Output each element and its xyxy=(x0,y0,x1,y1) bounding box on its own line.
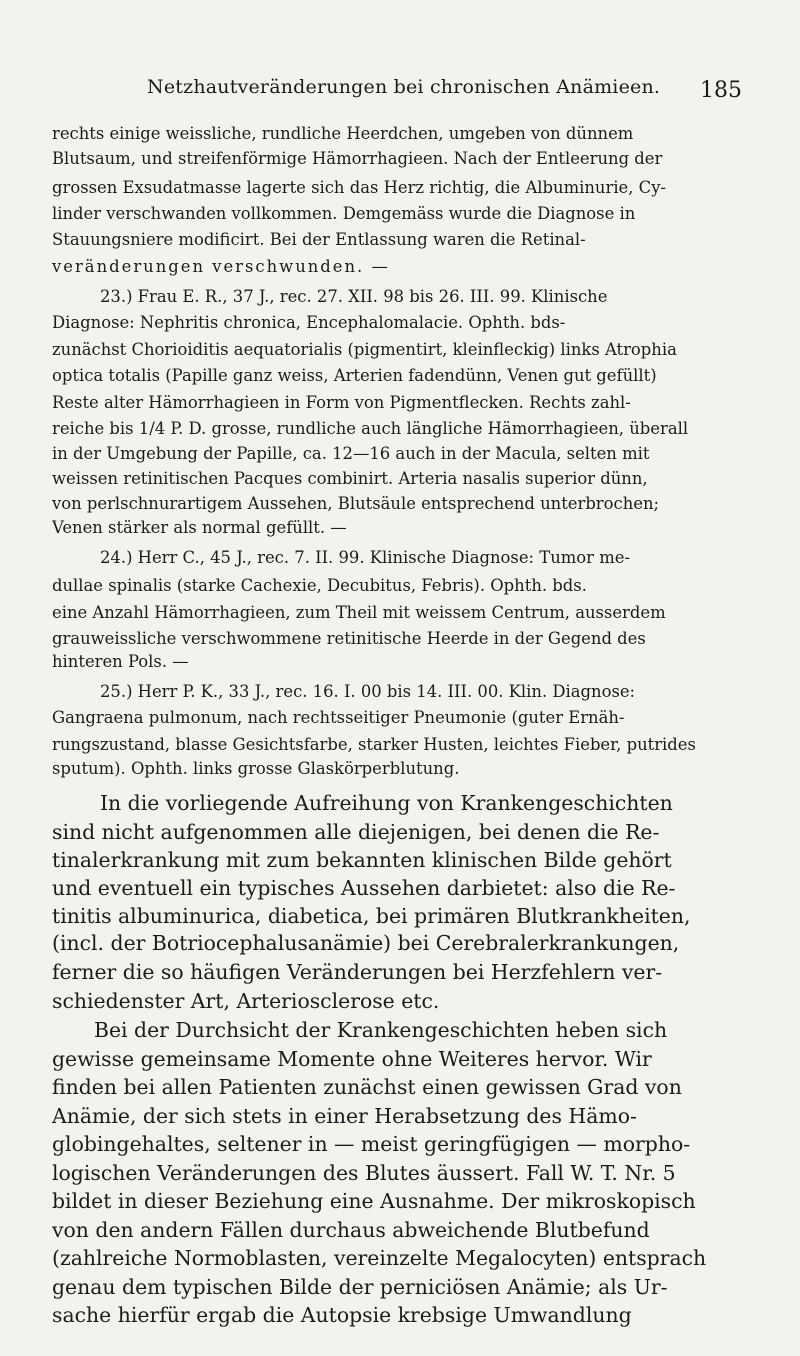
text-line: gewisse gemeinsame Momente ohne Weiteres hervor. Wir xyxy=(52,1047,652,1071)
paragraph-start: In die vorliegende Aufreihung von Krankengeschichten xyxy=(100,791,673,815)
case-25-heading: 25.) Herr P. K., 33 J., rec. 16. I. 00 bis 14. III. 00. Klin. Diagnose: xyxy=(100,682,636,701)
text-line: rungszustand, blasse Gesichtsfarbe, starker Husten, leichtes Fieber, putrides xyxy=(52,735,696,754)
text-line: von den andern Fällen durchaus abweichende Blutbefund xyxy=(52,1218,650,1242)
text-line: bildet in dieser Beziehung eine Ausnahme. Der mikroskopisch xyxy=(52,1189,696,1213)
text-line: optica totalis (Papille ganz weiss, Arterien fadendünn, Venen gut gefüllt) xyxy=(52,366,657,385)
text-line: (incl. der Botriocephalusanämie) bei Cerebralerkrankungen, xyxy=(52,931,680,955)
text-line: dullae spinalis (starke Cachexie, Decubitus, Febris). Ophth. bds. xyxy=(52,576,587,595)
text-line: Venen stärker als normal gefüllt. — xyxy=(52,518,347,537)
running-title: Netzhautveränderungen bei chronischen Anämieen. xyxy=(147,76,661,98)
case-24-heading: 24.) Herr C., 45 J., rec. 7. II. 99. Klinische Diagnose: Tumor me- xyxy=(100,548,630,567)
page-header xyxy=(0,72,800,112)
text-line: und eventuell ein typisches Aussehen darbietet: also die Re- xyxy=(52,876,676,900)
text-line: logischen Veränderungen des Blutes äussert. Fall W. T. Nr. 5 xyxy=(52,1161,676,1185)
text-line: tinitis albuminurica, diabetica, bei primären Blutkrankheiten, xyxy=(52,904,691,928)
text-line: Blutsaum, und streifenförmige Hämorrhagieen. Nach der Entleerung der xyxy=(52,149,663,168)
text-line: sputum). Ophth. links grosse Glaskörperblutung. xyxy=(52,759,460,778)
text-line: ferner die so häufigen Veränderungen bei Herzfehlern ver- xyxy=(52,960,663,984)
text-line: grauweissliche verschwommene retinitische Heerde in der Gegend des xyxy=(52,629,646,648)
text-line: sind nicht aufgenommen alle diejenigen, bei denen die Re- xyxy=(52,820,660,844)
text-line: grossen Exsudatmasse lagerte sich das Herz richtig, die Albuminurie, Cy- xyxy=(52,178,667,197)
text-line: genau dem typischen Bilde der perniciösen Anämie; als Ur- xyxy=(52,1275,668,1299)
text-line: zunächst Chorioiditis aequatorialis (pigmentirt, kleinfleckig) links Atrophia xyxy=(52,340,677,359)
text-line: Reste alter Hämorrhagieen in Form von Pigmentflecken. Rechts zahl- xyxy=(52,393,631,412)
text-line: veränderungen verschwunden. — xyxy=(52,257,390,276)
text-line: eine Anzahl Hämorrhagieen, zum Theil mit weissem Centrum, ausserdem xyxy=(52,603,666,622)
text-line: von perlschnurartigem Aussehen, Blutsäule entsprechend unterbrochen; xyxy=(52,494,660,513)
text-line: Diagnose: Nephritis chronica, Encephalomalacie. Ophth. bds- xyxy=(52,313,566,332)
page-number: 185 xyxy=(700,78,742,103)
text-line: tinalerkrankung mit zum bekannten klinischen Bilde gehört xyxy=(52,848,672,872)
text-line: in der Umgebung der Papille, ca. 12—16 auch in der Macula, selten mit xyxy=(52,444,650,463)
paragraph-start: Bei der Durchsicht der Krankengeschichten heben sich xyxy=(94,1018,668,1042)
text-line: schiedenster Art, Arteriosclerose etc. xyxy=(52,989,440,1013)
text-line: rechts einige weissliche, rundliche Heerdchen, umgeben von dünnem xyxy=(52,124,634,143)
case-23-heading: 23.) Frau E. R., 37 J., rec. 27. XII. 98 bis 26. III. 99. Klinische xyxy=(100,287,608,306)
text-line: hinteren Pols. — xyxy=(52,652,189,671)
text-line: globingehaltes, seltener in — meist geringfügigen — morpho- xyxy=(52,1132,691,1156)
text-line: Stauungsniere modificirt. Bei der Entlassung waren die Retinal- xyxy=(52,230,586,249)
text-line: (zahlreiche Normoblasten, vereinzelte Megalocyten) entsprach xyxy=(52,1246,707,1270)
text-line: weissen retinitischen Pacques combinirt. Arteria nasalis superior dünn, xyxy=(52,469,648,488)
text-line: Anämie, der sich stets in einer Herabsetzung des Hämo- xyxy=(52,1104,637,1128)
text-line: finden bei allen Patienten zunächst einen gewissen Grad von xyxy=(52,1075,682,1099)
text-line: reiche bis 1/4 P. D. grosse, rundliche auch längliche Hämorrhagieen, überall xyxy=(52,419,689,438)
text-line: sache hierfür ergab die Autopsie krebsige Umwandlung xyxy=(52,1303,632,1327)
text-line: linder verschwanden vollkommen. Demgemäss wurde die Diagnose in xyxy=(52,204,636,223)
text-line: Gangraena pulmonum, nach rechtsseitiger Pneumonie (guter Ernäh- xyxy=(52,708,625,727)
